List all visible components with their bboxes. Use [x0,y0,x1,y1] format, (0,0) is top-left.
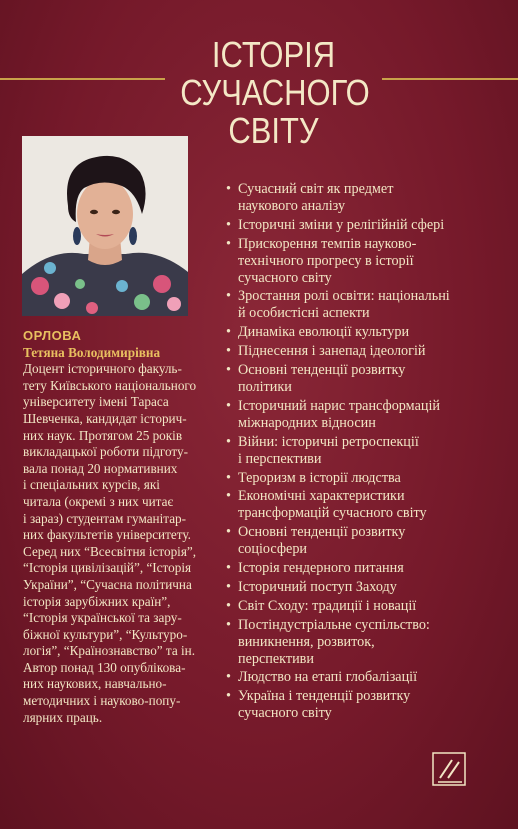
contents-list [224,181,514,724]
bio-line: них факультетів університету. [23,527,191,543]
bio-line: Автор понад 130 опублікова- [23,659,186,675]
contents-item-line: Постіндустріальне суспільство: [238,616,430,633]
bullet-icon: • [226,488,231,505]
contents-item-line: міжнародних відносин [238,414,376,431]
contents-item-line: Тероризм в історії людства [238,469,401,486]
contents-item-line: виникнення, розвиток, [238,633,375,650]
book-title-line-3: СВІТУ [228,110,319,151]
contents-item-text [238,488,514,522]
bio-line: і зараз) студентам гуманітар- [23,510,187,526]
bio-line: університету імені Тараса [23,394,169,410]
contents-item [224,579,514,596]
book-title-line-1: ІСТОРІЯ [211,34,336,75]
contents-item [224,288,514,322]
contents-item-line: Світ Сходу: традиції і новації [238,597,417,614]
contents-item-line: Зростання ролі освіти: національні [238,288,450,305]
contents-item [224,617,514,668]
contents-item [224,181,514,215]
bio-line: них наук. Протягом 25 років [23,427,183,443]
bullet-icon: • [226,181,231,197]
bio-line: лярних праць. [23,709,103,725]
contents-item-text [238,524,514,558]
contents-item-line: сучасного світу [238,269,332,286]
contents-item [224,398,514,432]
contents-item [224,434,514,468]
contents-item-line: Піднесення і занепад ідеологій [238,343,426,360]
contents-item [224,488,514,522]
title-rule-left [0,78,165,80]
contents-item [224,217,514,234]
author-portrait-illustration [22,136,188,316]
bullet-icon: • [226,688,231,705]
contents-item-line: Історичний нарис трансформацій [238,397,440,414]
bio-line: викладацької роботи підготу- [23,444,188,460]
contents-item-text [238,560,514,577]
bio-line: читала (окремі з них читає [23,493,174,509]
contents-item-text [238,434,514,468]
bio-line: них наукових, навчально- [23,676,167,692]
contents-item-line: перспективи [238,650,314,667]
bullet-icon: • [226,524,231,541]
author-photo [22,136,188,316]
bio-line: “Історія цивілізацій”, “Історія [23,560,192,576]
bullet-icon: • [226,560,231,577]
contents-item-line: соціосфери [238,541,308,558]
contents-item-text [238,362,514,396]
contents-item-line: Війни: історичні ретроспекції [238,433,419,450]
bullet-icon: • [226,288,231,305]
contents-item [224,560,514,577]
bullet-icon: • [226,362,231,379]
contents-item-text [238,470,514,487]
contents-item-line: Сучасний світ як предмет [238,181,394,197]
contents-item-text [238,217,514,234]
contents-item-text [238,598,514,615]
author-block [23,328,219,726]
author-bio [23,361,219,726]
contents-item [224,236,514,287]
contents-item-line: і перспективи [238,450,322,467]
contents-item [224,524,514,558]
bullet-icon: • [226,433,231,450]
contents-item-text [238,181,514,215]
contents-item [224,324,514,341]
contents-item-line: наукового аналізу [238,197,346,214]
contents-item-text [238,236,514,287]
bullet-icon: • [226,216,231,233]
contents-item-line: Україна і тенденції розвитку [238,688,411,705]
bullet-icon: • [226,469,231,486]
bio-line: методичних і науково-попу- [23,693,181,709]
bullet-icon: • [226,597,231,614]
contents-item [224,362,514,396]
contents-item-text [238,688,514,722]
contents-item [224,669,514,686]
book-title-line-2: СУЧАСНОГО [180,72,370,113]
bullet-icon: • [226,616,231,633]
contents-item-line: Прискорення темпів науково- [238,235,417,252]
contents-item-text [238,617,514,668]
contents-item-line: й особистісні аспекти [238,305,370,322]
bio-line: і спеціальних курсів, які [23,477,160,493]
bullet-icon: • [226,397,231,414]
bullet-icon: • [226,235,231,252]
publisher-logo-icon [432,752,466,786]
contents-item-line: Людство на етапі глобалізації [238,669,418,686]
contents-item-text [238,669,514,686]
contents-item-text [238,579,514,596]
contents-item [224,598,514,615]
contents-item-line: Історія гендерного питання [238,560,404,577]
bullet-icon: • [226,578,231,595]
contents-item-line: сучасного світу [238,705,332,722]
contents-item-line: Історичний поступ Заходу [238,578,397,595]
bio-line: Серед них “Всесвітня історія”, [23,543,197,559]
contents-item-line: технічного прогресу в історії [238,252,414,269]
contents-item-text [238,343,514,360]
bullet-icon: • [226,324,231,341]
bio-line: вала понад 20 нормативних [23,460,178,476]
book-title [180,34,370,151]
contents-item [224,343,514,360]
contents-item [224,470,514,487]
bio-line: України”, “Сучасна політична [23,576,192,592]
bio-line: “Історія української та зару- [23,610,182,626]
bio-line: логія”, “Країнознавство” та ін. [23,643,196,659]
contents-item-text [238,288,514,322]
bio-line: Шевченка, кандидат історич- [23,410,187,426]
author-given-name: Тетяна Володимирівна [23,344,161,360]
author-surname: ОРЛОВА [23,328,82,343]
contents-item-line: політики [238,378,292,395]
bio-line: тету Київського національного [23,377,197,393]
bullet-icon: • [226,343,231,360]
bio-line: Доцент історичного факуль- [23,361,182,377]
bio-line: історія зарубіжних країн”, [23,593,171,609]
title-rule-right [382,78,518,80]
bullet-icon: • [226,669,231,686]
contents-item-line: Основні тенденції розвитку [238,524,406,541]
contents-item-line: Історичні зміни у релігійній сфері [238,216,445,233]
contents-item-line: трансформацій сучасного світу [238,505,427,522]
contents-item-text [238,398,514,432]
contents-item-line: Основні тенденції розвитку [238,362,406,379]
contents-item [224,688,514,722]
bio-line: біжної культури”, “Культуро- [23,626,188,642]
contents-item-line: Динаміка еволюції культури [238,324,410,341]
contents-item-line: Економічні характеристики [238,488,405,505]
contents-item-text [238,324,514,341]
